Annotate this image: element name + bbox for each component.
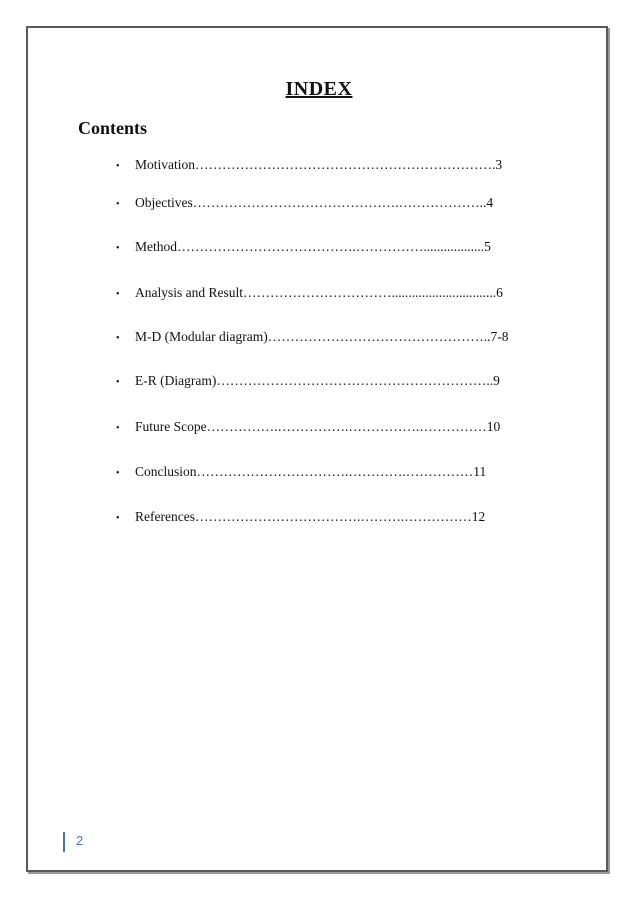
toc-leader-dots: ………………………………………….. xyxy=(267,329,491,344)
document-title: INDEX xyxy=(285,78,353,100)
toc-leader-dots: …………………………….………….…………… xyxy=(196,464,474,479)
toc-item-label: Analysis and Result xyxy=(135,285,243,300)
toc-page-number: 11 xyxy=(473,464,487,479)
toc-page-number: 10 xyxy=(486,419,501,434)
toc-item-method xyxy=(116,236,491,258)
toc-item-analysis-and-result xyxy=(116,282,503,304)
toc-item-label: Method xyxy=(135,239,177,254)
bullet-icon: • xyxy=(116,377,120,388)
toc-page-number: 9 xyxy=(493,373,500,388)
footer-accent-bar xyxy=(63,832,65,852)
toc-leader-dots: ……………………………………….……………….. xyxy=(192,195,487,210)
bullet-icon: • xyxy=(116,513,120,524)
toc-item-er-diagram xyxy=(116,370,500,392)
bullet-icon: • xyxy=(116,243,120,254)
page-border xyxy=(26,26,608,872)
toc-leader-dots: …………………………………………………….. xyxy=(216,373,494,388)
bullet-icon: • xyxy=(116,468,120,479)
toc-page-number: 4 xyxy=(486,195,494,210)
toc-item-label: Future Scope xyxy=(135,419,207,434)
toc-page-number: 12 xyxy=(471,509,486,524)
toc-item-label: E-R (Diagram) xyxy=(135,373,217,388)
toc-item-label: References xyxy=(135,509,195,524)
toc-page-number: 6 xyxy=(496,285,503,300)
bullet-icon: • xyxy=(116,161,120,172)
toc-leader-dots: …………………………………………………………. xyxy=(195,157,496,172)
toc-item-conclusion xyxy=(116,461,486,483)
bullet-icon: • xyxy=(116,199,120,210)
toc-item-future-scope xyxy=(116,416,500,438)
toc-leader-dots: …………….…………….…………….…………… xyxy=(206,419,487,434)
toc-page-number: 5 xyxy=(484,239,491,254)
toc-leader-dots: ………………………………….…………….................. xyxy=(177,239,485,254)
toc-item-label: Conclusion xyxy=(135,464,197,479)
toc-page-number: 7-8 xyxy=(490,329,509,344)
bullet-icon: • xyxy=(116,289,120,300)
toc-item-label: Motivation xyxy=(135,157,195,172)
page-number: 2 xyxy=(76,833,84,848)
toc-item-objectives xyxy=(116,192,493,214)
toc-item-label: Objectives xyxy=(135,195,193,210)
contents-heading: Contents xyxy=(78,118,148,138)
toc-item-references xyxy=(116,506,485,528)
toc-page-number: 3 xyxy=(495,157,503,172)
toc-item-motivation xyxy=(116,154,502,176)
bullet-icon: • xyxy=(116,333,120,344)
toc-item-label: M-D (Modular diagram) xyxy=(135,329,268,344)
toc-leader-dots: ……………………………............................... xyxy=(243,285,497,300)
toc-item-modular-diagram xyxy=(116,326,508,348)
toc-leader-dots: ……………………………….……….…………… xyxy=(194,509,472,524)
bullet-icon: • xyxy=(116,423,120,434)
